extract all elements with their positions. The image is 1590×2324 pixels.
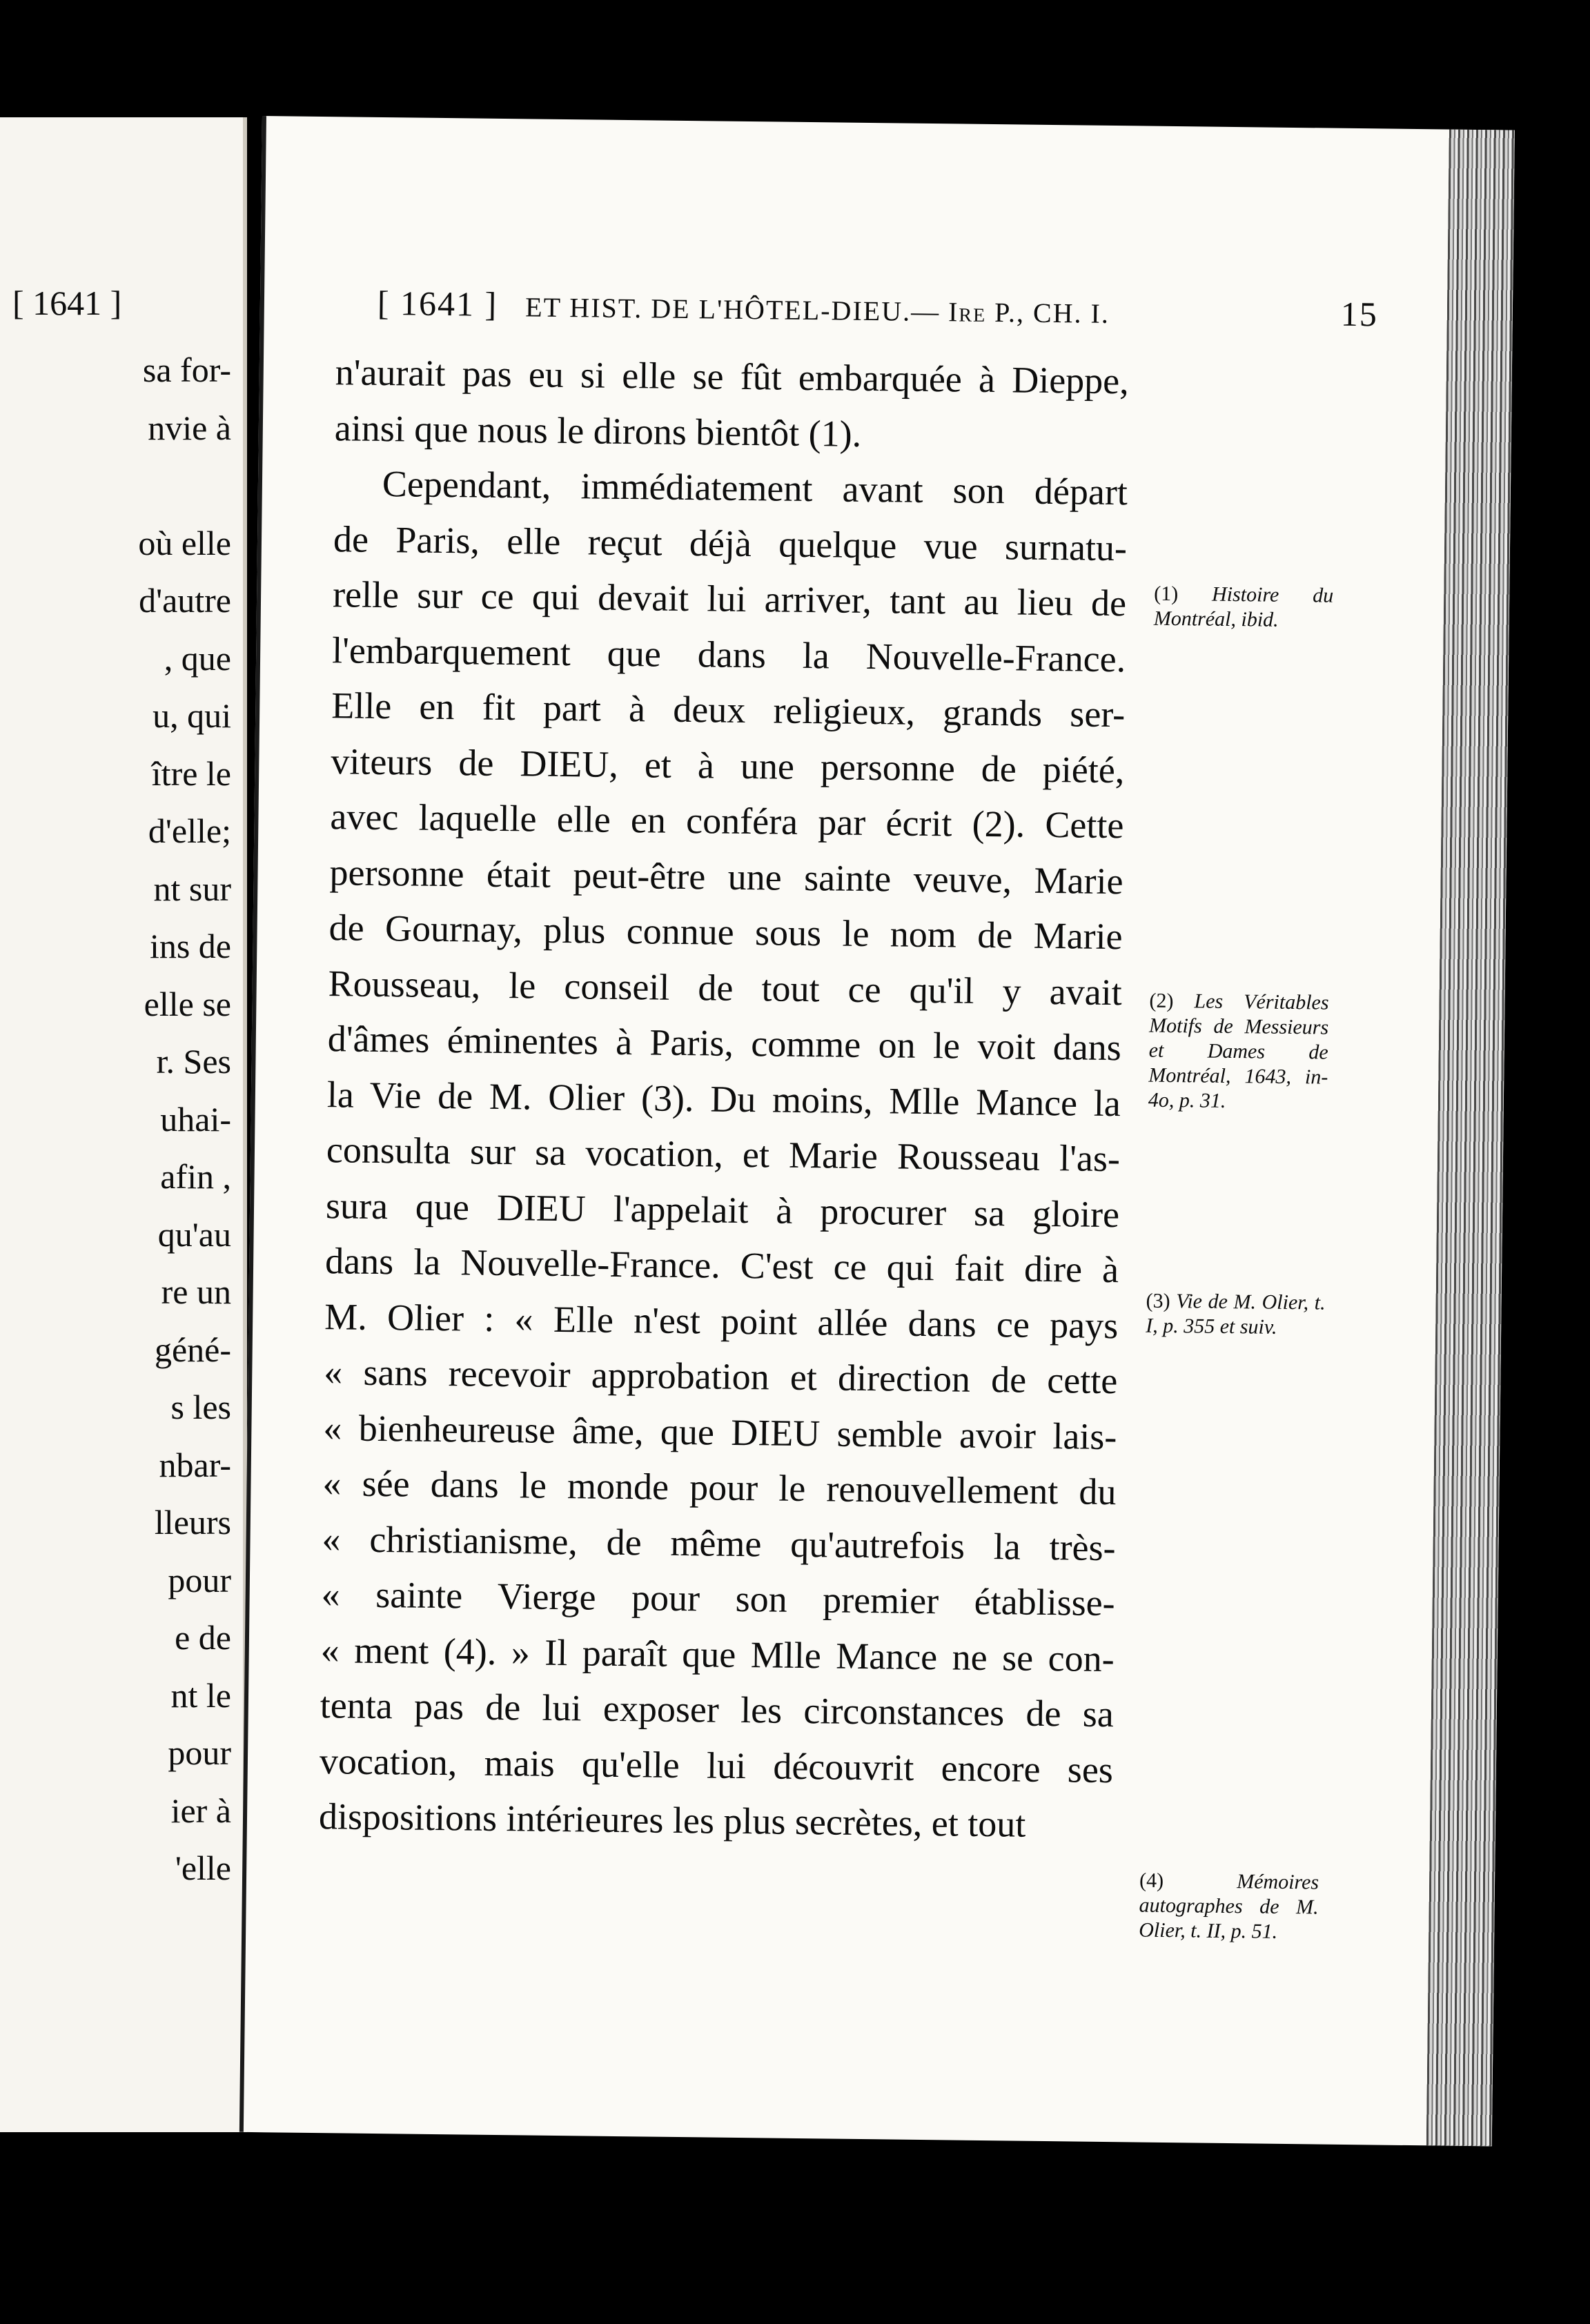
text-line: r. Ses <box>156 1042 231 1081</box>
text-line: ins de <box>149 927 231 965</box>
side-note-text: Les Véritables Motifs de Messieurs et Dames de Montréal, 1643, in-4o, p. 31. <box>1148 989 1329 1112</box>
text-line: pour <box>168 1733 231 1772</box>
left-page-header: [ 1641 ] <box>12 284 122 322</box>
text-line: l'embarquement que dans la Nouvelle-France. <box>331 629 1126 680</box>
text-line: personne était peut-être une sainte veuve, Marie <box>329 851 1123 902</box>
text-line <box>0 457 231 515</box>
side-note-text: Mémoires autographes de M. Olier, t. II, p. 51. <box>1139 1870 1319 1943</box>
text-line: de Gournay, plus connue sous le nom de Marie <box>328 907 1123 958</box>
text-line: qu'au <box>157 1214 231 1254</box>
text-line: tenta pas de lui exposer les circonstances de sa <box>320 1684 1115 1735</box>
side-note-number: (1) <box>1154 582 1179 606</box>
text-line: n'aurait pas eu si elle se fût embarquée à Dieppe, <box>335 351 1130 402</box>
text-line: nt le <box>170 1675 231 1715</box>
text-line: elle se <box>144 984 231 1023</box>
text-line: dispositions intérieures les plus secrètes, et tout <box>318 1795 1026 1845</box>
text-line: , que <box>164 638 231 678</box>
text-line: e de <box>175 1618 231 1657</box>
text-line: re un <box>161 1272 231 1311</box>
text-line: « bienheureuse âme, que DIEU semble avoir lais- <box>323 1406 1117 1457</box>
text-line: Cependant, immédiatement avant son départ <box>382 463 1128 513</box>
running-head-year: [ 1641 ] <box>377 283 498 324</box>
text-line: afin , <box>160 1157 231 1196</box>
page-edge <box>1426 130 1515 2147</box>
text-line: dans la Nouvelle-France. C'est ce qui fait dire à <box>324 1240 1119 1291</box>
text-line: « christianisme, de même qu'autrefois la très- <box>322 1517 1116 1568</box>
side-note-text: Vie de M. Olier, t. I, p. 355 et suiv. <box>1146 1290 1326 1339</box>
text-line: géné- <box>154 1330 231 1369</box>
side-note-text: Histoire du Montréal, ibid. <box>1153 582 1334 631</box>
text-line: u, qui <box>153 696 231 735</box>
text-line: viteurs de DIEU, et à une personne de piété, <box>331 740 1125 791</box>
text-line: ier à <box>170 1791 231 1830</box>
text-line: « ment (4). » Il paraît que Mlle Mance ne se con- <box>320 1628 1115 1680</box>
text-line: lleurs <box>154 1503 231 1542</box>
side-note-number: (3) <box>1146 1289 1170 1313</box>
side-note-4 <box>1139 1869 1319 1945</box>
side-note-number: (2) <box>1149 989 1174 1013</box>
text-line: « sans recevoir approbation et direction de cette <box>324 1351 1118 1402</box>
text-line: ainsi que nous le dirons bientôt (1). <box>334 406 862 455</box>
side-note-2 <box>1148 989 1329 1115</box>
text-line: la Vie de M. Olier (3). Du moins, Mlle Mance la <box>326 1073 1121 1124</box>
text-line: sa for- <box>142 351 231 389</box>
text-line: « sainte Vierge pour son premier établisse- <box>321 1573 1115 1624</box>
text-line: avec laquelle elle en conféra par écrit (2). Cette <box>330 796 1124 847</box>
side-note-number: (4) <box>1139 1869 1164 1892</box>
left-page-text <box>0 342 231 1898</box>
text-line: où elle <box>138 523 231 562</box>
text-line: d'âmes éminentes à Paris, comme on le voit dans <box>327 1018 1122 1069</box>
text-line: M. Olier : « Elle n'est point allée dans ce pays <box>324 1295 1119 1346</box>
text-line: consulta sur sa vocation, et Marie Rousseau l'as- <box>326 1129 1121 1180</box>
text-line: 'elle <box>175 1849 231 1887</box>
right-page <box>239 116 1515 2146</box>
text-line: d'elle; <box>148 811 231 850</box>
text-line: Rousseau, le conseil de tout ce qu'il y avait <box>328 962 1123 1013</box>
text-line: nt sur <box>153 869 231 908</box>
side-note-3 <box>1146 1289 1326 1341</box>
page-number: 15 <box>1340 294 1379 334</box>
text-line: relle sur ce qui devait lui arriver, tant au lieu de <box>332 573 1127 624</box>
text-line: sura que DIEU l'appelait à procurer sa gloire <box>325 1184 1120 1235</box>
text-line: d'autre <box>139 581 231 620</box>
running-head <box>377 283 1379 334</box>
body-text <box>319 344 1130 1853</box>
text-line: nbar- <box>159 1445 231 1484</box>
text-line: « sée dans le monde pour le renouvellement du <box>322 1462 1117 1513</box>
running-head-title: ET HIST. DE L'HÔTEL-DIEU.— Ire P., CH. I. <box>524 291 1110 329</box>
text-line: ître le <box>151 754 231 793</box>
side-note-1 <box>1154 582 1334 633</box>
left-page-fragment <box>0 117 247 2132</box>
text-line: uhai- <box>160 1099 231 1139</box>
text-line: s les <box>170 1388 231 1426</box>
text-line: nvie à <box>148 408 231 447</box>
text-line: Elle en fit part à deux religieux, grands ser- <box>331 685 1126 736</box>
text-line: de Paris, elle reçut déjà quelque vue surnatu- <box>333 518 1128 569</box>
text-line: vocation, mais qu'elle lui découvrit encore ses <box>319 1740 1114 1791</box>
text-line: pour <box>168 1560 231 1599</box>
